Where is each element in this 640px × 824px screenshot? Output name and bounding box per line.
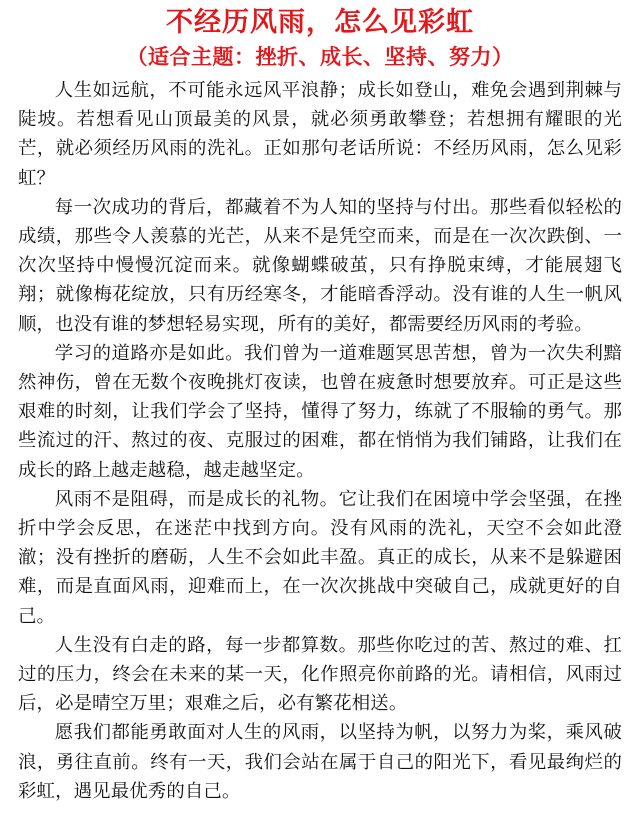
paragraph-3: 学习的道路亦是如此。我们曾为一道难题冥思苦想，曾为一次失利黯然神伤，曾在无数个夜晚挑灯夜读，也曾在疲惫时想要放弃。可正是这些艰难的时刻，让我们学会了坚持，懂得了努力，练就了不服输的勇气。那些流过的汗、熬过的夜、克服过的困难，都在悄悄为我们铺路，让我们在成长的路上越走越稳，越走越坚定。 xyxy=(18,342,622,481)
paragraph-4: 风雨不是阻碍，而是成长的礼物。它让我们在困境中学会坚强，在挫折中学会反思，在迷茫中找到方向。没有风雨的洗礼，天空不会如此澄澈；没有挫折的磨砺，人生不会如此丰盈。真正的成长，从来不是躲避困难，而是直面风雨，迎难而上，在一次次挑战中突破自己，成就更好的自己。 xyxy=(18,488,622,627)
paragraph-5: 人生没有白走的路，每一步都算数。那些你吃过的苦、熬过的难、扛过的压力，终会在未来的某一天，化作照亮你前路的光。请相信，风雨过后，必是晴空万里；艰难之后，必有繁花相送。 xyxy=(18,634,622,715)
paragraph-2: 每一次成功的背后，都藏着不为人知的坚持与付出。那些看似轻松的成绩，那些令人羡慕的光芒，从来不是凭空而来，而是在一次次跌倒、一次次坚持中慢慢沉淀而来。就像蝴蝶破茧，只有挣脱束缚，才能展翅飞翔；就像梅花绽放，只有历经寒冬，才能暗香浮动。没有谁的人生一帆风顺，也没有谁的梦想轻易实现，所有的美好，都需要经历风雨的考验。 xyxy=(18,196,622,335)
essay-subtitle: （适合主题：挫折、成长、坚持、努力） xyxy=(126,45,514,69)
paragraph-1: 人生如远航，不可能永远风平浪静；成长如登山，难免会遇到荆棘与陡坡。若想看见山顶最美的风景，就必须勇敢攀登；若想拥有耀眼的光芒，就必须经历风雨的洗礼。正如那句老话所说：不经历风雨，怎么见彩虹？ xyxy=(18,80,622,189)
paragraph-6: 愿我们都能勇敢面对人生的风雨，以坚持为帆，以努力为桨，乘风破浪，勇往直前。终有一天，我们会站在属于自己的阳光下，看见最绚烂的彩虹，遇见最优秀的自己。 xyxy=(18,722,622,802)
essay-title: 不经历风雨，怎么见彩虹 xyxy=(166,7,474,38)
